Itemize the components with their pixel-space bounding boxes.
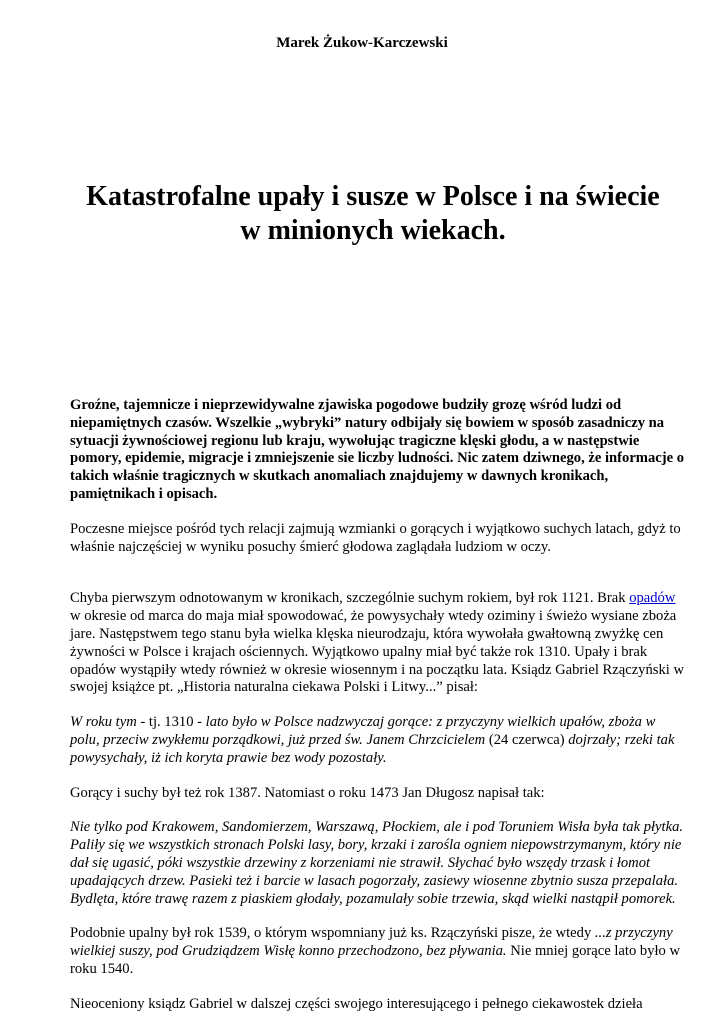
title-line-2: w minionych wiekach. xyxy=(240,215,506,246)
paragraph-2 xyxy=(70,590,688,697)
quote-1310-text-d: (24 czerwca) xyxy=(485,731,569,748)
quote-1310-text-b: - tj. 1310 - xyxy=(136,714,206,731)
quote-1310-text-e: dojrzały; rzeki tak powysychały, iż ich koryta prawie bez wody pozostały. xyxy=(70,731,675,766)
paragraph-6 xyxy=(70,925,688,978)
paragraph-7: Nieoceniony ksiądz Gabriel w dalszej części swojego interesującego i pełnego ciekawostek dzieła xyxy=(70,995,643,1012)
paragraph-2-text-a: Chyba pierwszym odnotowanym w kronikach, szczególnie suchym rokiem, był rok 1121. Brak xyxy=(70,590,630,607)
quote-dlugosz xyxy=(70,819,688,908)
quote-1310 xyxy=(70,714,688,767)
paragraph-6-text-a: Podobnie upalny był rok 1539, o którym wspomniany już ks. Rzączyński pisze, że wtedy xyxy=(70,925,595,942)
author-name: Marek Żukow-Karczewski xyxy=(276,35,448,51)
lead-paragraph: Groźne, tajemnicze i nieprzewidywalne zjawiska pogodowe budziły grozę wśród ludzi od niepamiętnych czasów. Wszelkie „wybryki” natury odbijały się bowiem w sposób zasadniczy na sytuacji żywnościowej regionu lub kraju, wywołując tragiczne klęski głodu, a w następstwie pomory, epidemie, migracje i zmniejszenie sie liczby ludności. Nic zatem dziwnego, że informacje o takich właśnie tragicznych w skutkach anomaliach znajdujemy w dawnych kronikach, pamiętnikach i opisach. xyxy=(70,397,685,502)
paragraph-2-text-b: w okresie od marca do maja miał spowodować, że powysychały wtedy oziminy i świeżo wysiane zboża jare. Następstwem tego stanu była wielka klęska nieurodzaju, która wywołała gwałtowną zwyżkę cen żywności w Polsce i krajach ościennych. Wyjątkowo upalny miał być także rok 1310. Upały i brak opadów wystąpiły wtedy również w okresie wiosennym i na początku lata. Ksiądz Gabriel Rzączyński w swojej książce pt. „Historia naturalna ciekawa Polski i Litwy...” pisał: xyxy=(70,608,684,696)
quote-dlugosz-text: Nie tylko pod Krakowem, Sandomierzem, Warszawą, Płockiem, ale i pod Toruniem Wisła była tak płytka. Paliły się we wszystkich stronach Polski lasy, bory, krzaki i zarośla ogniem niepowstrzymanym, który nie dał się ugasić, póki wszystkie drzewiny z korzeniami nie strawił. Słychać było wszędy trzask i łomot upadających drzew. Pasieki też i barcie w lasach pogorzały, zasiewy wiosenne zbytnio susza przepalała. Bydlęta, które trawę razem z piaskiem głodały, pozamulały sobie trzewia, skąd wielki nastąpił pomorek. xyxy=(70,819,684,907)
quote-1310-text-c: lato było w Polsce nadzwyczaj gorące: z przyczyny wielkich upałów, zboża w polu, przeciw zwykłemu porządkowi, już przed św. Janem Chrzcicielem xyxy=(70,714,656,748)
paragraph-4: Gorący i suchy był też rok 1387. Natomiast o roku 1473 Jan Długosz napisał tak: xyxy=(70,784,545,801)
document-body xyxy=(70,397,688,1031)
quote-1310-text-a: W roku tym xyxy=(70,714,137,731)
paragraph-6-text-c: Nie mniej gorące lato było w roku 1540. xyxy=(70,943,681,977)
document-title xyxy=(50,180,696,248)
title-line-1: Katastrofalne upały i susze w Polsce i na świecie xyxy=(86,181,660,212)
paragraph-1: Poczesne miejsce pośród tych relacji zajmują wzmianki o gorących i wyjątkowo suchych latach, gdyż to właśnie najczęściej w wyniku posuchy śmierć głodowa zaglądała ludziom w oczy. xyxy=(70,520,681,555)
precipitation-link[interactable]: opadów xyxy=(629,590,676,607)
paragraph-6-text-b: ...z przyczyny wielkiej suszy, pod Grudziądzem Wisłę konno przechodzono, bez pływania. xyxy=(70,925,673,960)
